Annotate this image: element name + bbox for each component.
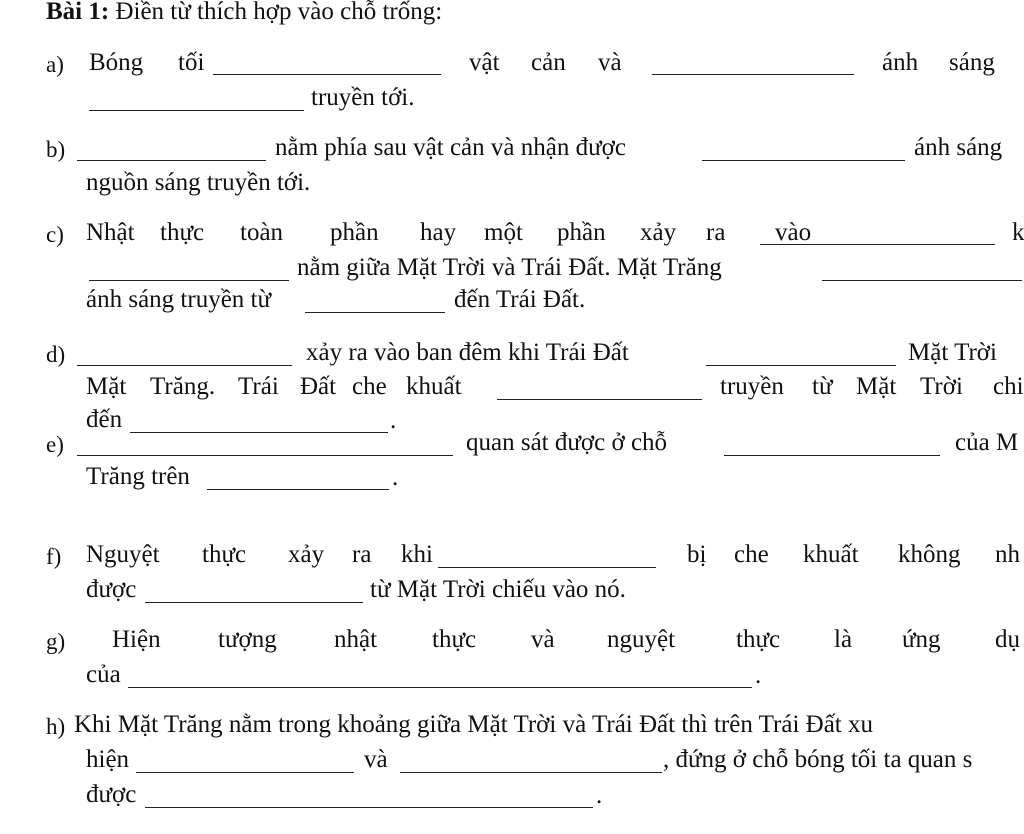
item-g-word: thực bbox=[736, 626, 781, 653]
item-d-word: Mặt bbox=[86, 373, 127, 400]
item-c-word: một bbox=[484, 219, 523, 246]
item-g-word: tượng bbox=[218, 626, 277, 653]
item-h-line3b: . bbox=[596, 782, 603, 809]
item-d-word: che bbox=[352, 373, 387, 400]
item-c-blank-4[interactable] bbox=[305, 290, 445, 313]
item-a-blank-2[interactable] bbox=[652, 52, 854, 75]
item-b-line1b: ánh sáng bbox=[914, 134, 1003, 161]
item-a-word: ánh bbox=[882, 49, 919, 76]
item-f-word: thực bbox=[202, 541, 247, 568]
item-c-word: xảy bbox=[640, 219, 677, 246]
item-g-word: dụ bbox=[995, 626, 1020, 653]
item-a-word: và bbox=[598, 49, 622, 76]
item-a-word: sáng bbox=[949, 49, 995, 76]
item-a-marker: a) bbox=[46, 52, 64, 77]
item-f-blank-1[interactable] bbox=[438, 545, 656, 568]
item-c-blank-2[interactable] bbox=[89, 258, 289, 281]
item-e-line2a: Trăng trên bbox=[86, 463, 190, 490]
item-b-line1a: nằm phía sau vật cản và nhận được bbox=[275, 134, 626, 161]
item-f-word: bị bbox=[687, 541, 707, 568]
exercise-number: Bài 1: bbox=[46, 0, 110, 25]
item-c-word: hay bbox=[420, 219, 457, 246]
item-b-blank-1[interactable] bbox=[77, 138, 266, 161]
item-g-word: nguyệt bbox=[607, 626, 676, 653]
item-d-blank-3[interactable] bbox=[497, 377, 702, 400]
item-e-blank-2[interactable] bbox=[724, 433, 940, 456]
item-f-word: ra bbox=[352, 541, 372, 568]
item-a-word: vật bbox=[469, 49, 500, 76]
item-c-line3b: đến Trái Đất. bbox=[454, 286, 586, 313]
item-d-word: khuất bbox=[406, 373, 462, 400]
item-d-line3b: . bbox=[390, 407, 397, 434]
item-d-line1a: xảy ra vào ban đêm khi Trái Đất bbox=[306, 339, 629, 366]
item-c-word: phần bbox=[557, 219, 606, 246]
item-g-marker: g) bbox=[46, 629, 66, 654]
item-b-marker: b) bbox=[46, 137, 66, 162]
item-h-line2b: và bbox=[364, 746, 388, 773]
item-e-line1b: của M bbox=[955, 429, 1019, 456]
item-h-blank-1[interactable] bbox=[136, 750, 354, 773]
item-f-marker: f) bbox=[46, 544, 62, 569]
item-f-line2a: được bbox=[86, 576, 137, 603]
item-e-blank-1[interactable] bbox=[77, 433, 453, 456]
item-h-line2c: , đứng ở chỗ bóng tối ta quan s bbox=[663, 746, 973, 773]
item-h-line1: Khi Mặt Trăng nằm trong khoảng giữa Mặt Trời và Trái Đất thì trên Trái Đất xu bbox=[74, 711, 873, 738]
item-d-word: chi bbox=[993, 373, 1024, 400]
item-c-line2: nằm giữa Mặt Trời và Trái Đất. Mặt Trăng bbox=[297, 254, 722, 281]
item-a-word: tối bbox=[178, 49, 205, 76]
item-d-blank-1[interactable] bbox=[77, 343, 292, 366]
item-e-marker: e) bbox=[46, 432, 64, 457]
exercise-title bbox=[46, 0, 442, 27]
item-f-word: xảy bbox=[288, 541, 325, 568]
item-f-blank-2[interactable] bbox=[145, 580, 363, 603]
item-d-blank-2[interactable] bbox=[706, 343, 896, 366]
item-h-line2a: hiện bbox=[86, 746, 130, 773]
item-g-word: là bbox=[834, 626, 853, 653]
item-c-word: ra bbox=[706, 219, 726, 246]
item-a-line2: truyền tới. bbox=[311, 84, 415, 111]
item-g-word: Hiện bbox=[112, 626, 161, 653]
item-a-blank-3[interactable] bbox=[89, 88, 304, 111]
item-c-word: thực bbox=[160, 219, 205, 246]
item-d-line1b: Mặt Trời bbox=[908, 339, 997, 366]
item-a-word: Bóng bbox=[89, 49, 144, 76]
item-a-blank-1[interactable] bbox=[213, 52, 441, 75]
item-c-word: vào bbox=[775, 219, 812, 246]
item-c-word: phần bbox=[330, 219, 379, 246]
item-g-blank-1[interactable] bbox=[128, 665, 752, 688]
item-g-word: và bbox=[531, 626, 555, 653]
item-d-word: Trời bbox=[920, 373, 963, 400]
item-h-marker: h) bbox=[46, 714, 66, 739]
item-a-word: cản bbox=[531, 49, 566, 76]
item-d-word: Trái bbox=[238, 373, 279, 400]
item-h-blank-2[interactable] bbox=[400, 750, 662, 773]
item-c-blank-3[interactable] bbox=[822, 258, 1022, 281]
item-g-word: thực bbox=[432, 626, 477, 653]
item-d-blank-4[interactable] bbox=[130, 410, 388, 433]
item-b-blank-2[interactable] bbox=[702, 138, 905, 161]
item-e-line1a: quan sát được ở chỗ bbox=[466, 429, 668, 456]
item-d-word: Trăng. bbox=[150, 373, 216, 400]
item-d-word: truyền bbox=[720, 373, 784, 400]
item-f-word: Nguyệt bbox=[86, 541, 160, 568]
item-d-marker: d) bbox=[46, 342, 66, 367]
item-h-line3a: được bbox=[86, 781, 137, 808]
item-f-word: nh bbox=[995, 541, 1020, 568]
item-b-line2: nguồn sáng truyền tới. bbox=[86, 169, 311, 196]
item-e-blank-3[interactable] bbox=[207, 467, 389, 490]
item-c-word: Nhật bbox=[86, 219, 135, 246]
item-d-word: Đất bbox=[300, 373, 337, 400]
exercise-instruction: Điền từ thích hợp vào chỗ trống: bbox=[109, 0, 443, 25]
item-c-word: toàn bbox=[240, 219, 284, 246]
item-e-line2b: . bbox=[392, 464, 399, 491]
item-d-word: Mặt bbox=[856, 373, 897, 400]
item-c-line3a: ánh sáng truyền từ bbox=[86, 286, 272, 313]
item-c-word: k bbox=[1012, 219, 1024, 246]
item-h-blank-3[interactable] bbox=[145, 785, 593, 808]
item-f-word: khi bbox=[401, 541, 433, 568]
item-f-word: che bbox=[734, 541, 769, 568]
item-f-word: không bbox=[898, 541, 961, 568]
item-g-word: ứng bbox=[902, 626, 941, 653]
item-f-line2b: từ Mặt Trời chiếu vào nó. bbox=[370, 576, 626, 603]
item-c-marker: c) bbox=[46, 222, 64, 247]
item-d-line3a: đến bbox=[86, 406, 123, 433]
item-c-blank-1[interactable] bbox=[760, 222, 995, 245]
item-g-line2b: . bbox=[755, 662, 762, 689]
item-g-line2a: của bbox=[86, 661, 121, 688]
item-d-word: từ bbox=[812, 373, 833, 400]
item-f-word: khuất bbox=[803, 541, 859, 568]
item-g-word: nhật bbox=[334, 626, 378, 653]
